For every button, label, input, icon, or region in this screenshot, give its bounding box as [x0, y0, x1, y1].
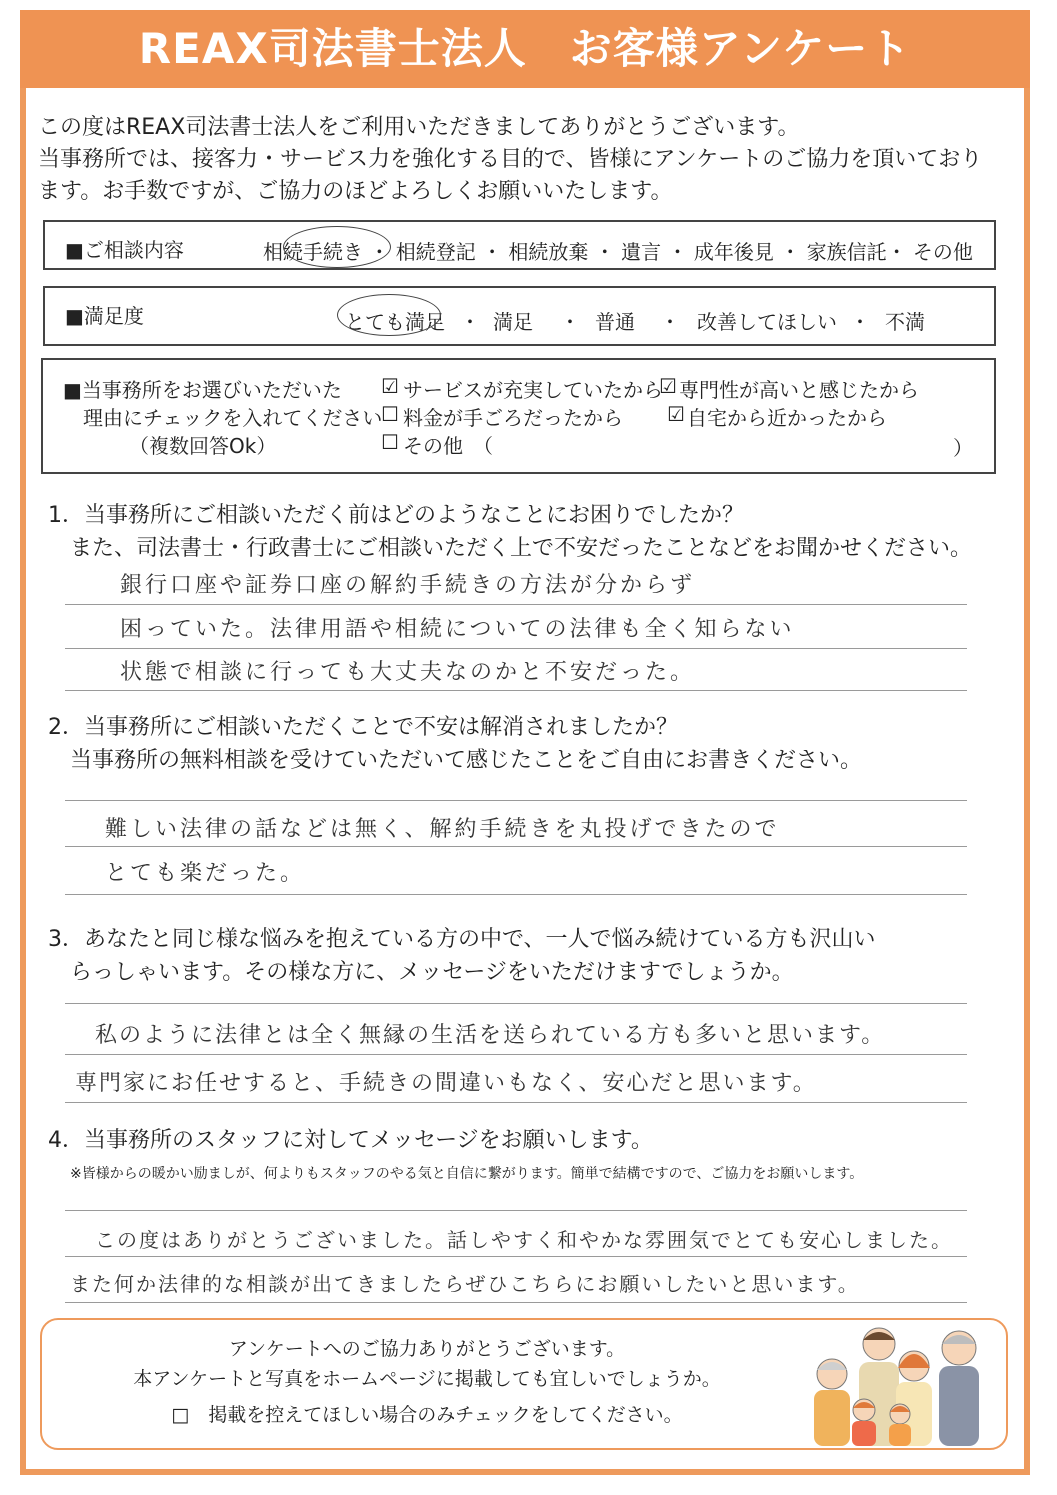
reasons-label: （複数回答Ok） — [129, 434, 277, 458]
answer-line — [65, 1210, 967, 1211]
satisfaction-option[interactable]: 改善してほしい — [697, 310, 837, 334]
separator: ・ — [460, 310, 480, 334]
intro-line: この度はREAX司法書士法人をご利用いただきましてありがとうございます。 — [38, 115, 800, 140]
answer-text: とても楽だった。 — [105, 861, 306, 886]
footer-thanks: アンケートへのご協力ありがとうございます。 — [228, 1338, 626, 1360]
intro-line: 当事務所では、接客力・サービス力を強化する目的で、皆様にアンケートのご協力を頂いており — [38, 147, 983, 172]
checkbox[interactable]: ☐ — [381, 430, 399, 454]
reasons-label: ■当事務所をお選びいただいた — [63, 378, 342, 402]
question-3: 3．あなたと同じ様な悩みを抱えている方の中で、一人で悩み続けている方も沢山い — [48, 927, 876, 952]
answer-line — [65, 648, 967, 649]
question-1: 1．当事務所にご相談いただく前はどのようなことにお困りでしたか？ — [48, 503, 744, 528]
answer-text: 難しい法律の話などは無く、解約手続きを丸投げできたので — [105, 817, 780, 842]
footer-box — [40, 1318, 1008, 1450]
intro-text — [38, 112, 1013, 208]
answer-line — [65, 604, 967, 605]
answer-text: この度はありがとうございました。話しやすく和やかな雰囲気でとても安心しました。 — [95, 1228, 953, 1252]
answer-line — [65, 1054, 967, 1055]
answer-line — [65, 800, 967, 801]
answer-text: 困っていた。法律用語や相続についての法律も全く知らない — [120, 617, 795, 642]
answer-line — [65, 1256, 967, 1257]
answer-text: 専門家にお任せすると、手続きの間違いもなく、安心だと思います。 — [75, 1071, 817, 1096]
survey-title: REAX司法書士法人 お客様アンケート — [20, 10, 1030, 88]
footer-opt-out[interactable]: □ 掲載を控えてほしい場合のみチェックをしてください。 — [171, 1404, 683, 1426]
answer-text: また何か法律的な相談が出てきましたらぜひこちらにお願いしたいと思います。 — [70, 1272, 860, 1296]
checkbox[interactable]: ☐ — [381, 402, 399, 426]
satisfaction-option[interactable]: 普通 — [595, 310, 635, 334]
reason-option: サービスが充実していたから — [403, 378, 663, 402]
reason-option: 自宅から近かったから — [687, 406, 887, 430]
checked-checkbox[interactable]: ☑ — [659, 374, 677, 398]
answer-text: 銀行口座や証券口座の解約手続きの方法が分からず — [120, 573, 696, 598]
question-3: らっしゃいます。その様な方に、メッセージをいただけますでしょうか。 — [48, 960, 794, 985]
reason-option: 専門性が高いと感じたから — [679, 378, 919, 402]
selected-circle — [337, 294, 441, 336]
separator: ・ — [560, 310, 580, 334]
separator: ・ — [850, 310, 870, 334]
satisfaction-option[interactable]: 満足 — [493, 310, 533, 334]
question-2: 2．当事務所にご相談いただくことで不安は解消されましたか？ — [48, 715, 678, 740]
answer-line — [65, 1003, 967, 1004]
reasons-label: 理由にチェックを入れてください — [83, 406, 383, 430]
consultation-box — [43, 220, 996, 270]
satisfaction-option[interactable]: とても満足 — [345, 310, 445, 334]
answer-line — [65, 1302, 967, 1303]
answer-text: 私のように法律とは全く無縁の生活を送られている方も多いと思います。 — [95, 1023, 886, 1048]
answer-line — [65, 690, 967, 691]
consultation-options[interactable]: 相続手続き ・ 相続登記 ・ 相続放棄 ・ 遺言 ・ 成年後見 ・ 家族信託・ その他 — [263, 240, 973, 264]
separator: ・ — [660, 310, 680, 334]
reason-option: その他 （ — [403, 434, 493, 458]
checked-checkbox[interactable]: ☑ — [381, 374, 399, 398]
other-close-paren: ） — [953, 436, 973, 460]
footer-question: 本アンケートと写真をホームページに掲載しても宜しいでしょうか。 — [133, 1368, 721, 1390]
question-4-note: ※皆様からの暖かい励ましが、何よりもスタッフのやる気と自信に繋がります。簡単で結構ですので、ご協力をお願いします。 — [70, 1166, 864, 1182]
question-4: 4．当事務所のスタッフに対してメッセージをお願いします。 — [48, 1128, 653, 1153]
answer-text: 状態で相談に行っても大丈夫なのかと不安だった。 — [120, 660, 696, 685]
intro-line: ます。お手数ですが、ご協力のほどよろしくお願いいたします。 — [38, 179, 673, 204]
satisfaction-label: ■満足度 — [65, 304, 144, 328]
answer-line — [65, 846, 967, 847]
satisfaction-box — [43, 286, 996, 346]
selected-circle — [283, 226, 391, 268]
answer-line — [65, 1102, 967, 1103]
reason-option: 料金が手ごろだったから — [403, 406, 623, 430]
family-illustration — [804, 1322, 994, 1448]
question-2: 当事務所の無料相談を受けていただいて感じたことをご自由にお書きください。 — [48, 748, 863, 773]
consultation-label: ■ご相談内容 — [65, 238, 184, 262]
answer-line — [65, 894, 967, 895]
question-1: また、司法書士・行政書士にご相談いただく上で不安だったことなどをお聞かせください。 — [48, 536, 973, 561]
checked-checkbox[interactable]: ☑ — [667, 402, 685, 426]
satisfaction-option[interactable]: 不満 — [885, 310, 925, 334]
reasons-box — [41, 358, 996, 474]
